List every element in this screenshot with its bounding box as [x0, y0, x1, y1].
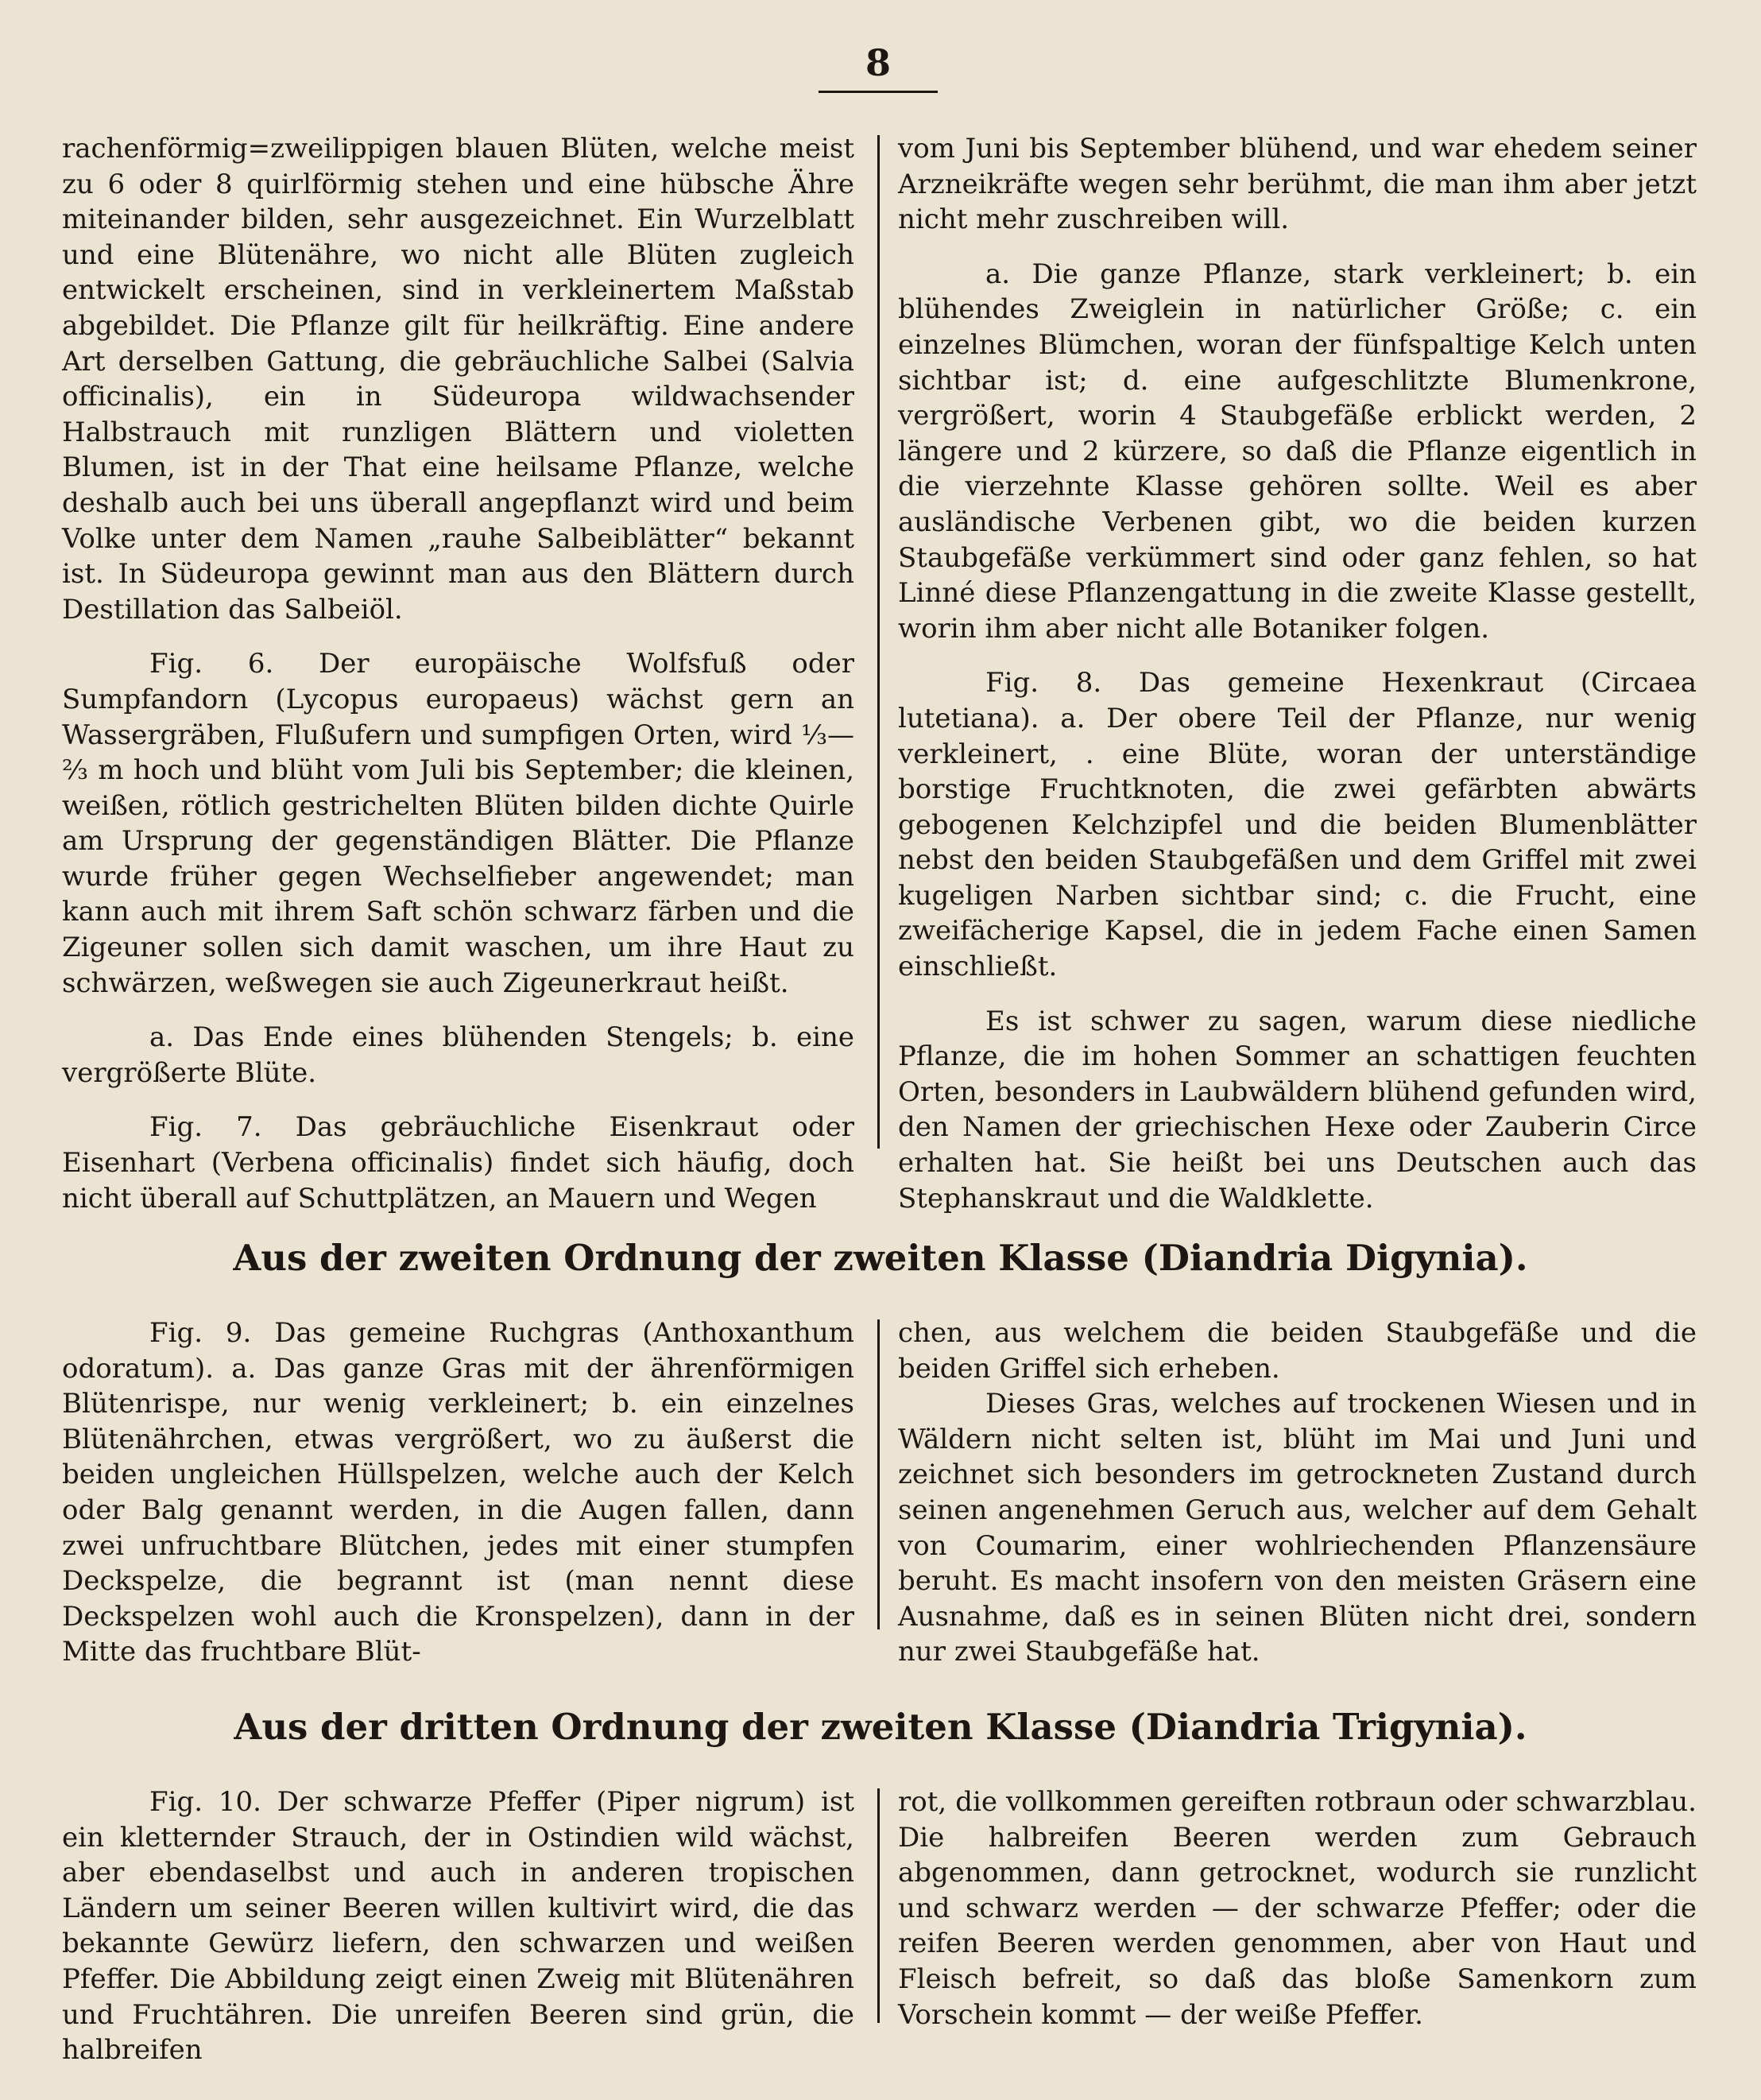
paragraph-fig6: Fig. 6. Der europäische Wolfsfuß oder Sumpfandorn (Lycopus europaeus) wächst gern an Wassergräben, Flußufern und sumpfigen Orten, wird ⅓—⅔ m hoch und blüht vom Juli bis September; die kleinen, weißen, rötlich gestrichelten Blüten bilden dichte Quirle am Ursprung der gegenständigen Blätter. Die Pflanze wurde früher gegen Wechselfieber angewendet; man kann auch mit ihrem Saft schön schwarz färben und die Zigeuner sollen sich damit waschen, um ihre Haut zu schwärzen, weßwegen sie auch Zigeunerkraut heißt. — [62, 648, 854, 999]
column-divider — [877, 1319, 880, 1629]
paragraph-fig6-legend: a. Das Ende eines blühenden Stengels; b. eine vergrößerte Blüte. — [62, 1021, 854, 1089]
paragraph: chen, aus welchem die beiden Staubgefäße und die beiden Griffel sich erheben. — [898, 1317, 1697, 1385]
column-divider — [877, 1788, 880, 2023]
paragraph: vom Juni bis September blühend, und war ehedem seiner Arzneikräfte wegen sehr berühmt, die man ihm aber jetzt nicht mehr zuschreiben will. — [898, 133, 1697, 236]
paragraph: rot, die vollkommen gereiften rotbraun oder schwarzblau. Die halbreifen Beeren werden zum Gebrauch abgenommen, dann getrocknet, wodurch sie runzlicht und schwarz werden — der schwarze Pfeffer; oder die reifen Beeren werden genommen, aber von Haut und Fleisch befreit, so daß das bloße Samenkorn zum Vorschein kommt — der weiße Pfeffer. — [898, 1786, 1697, 2031]
paragraph: Dieses Gras, welches auf trockenen Wiesen und in Wäldern nicht selten ist, blüht im Mai und Juni und zeichnet sich besonders im getrockneten Zustand durch seinen angenehmen Geruch aus, welcher auf dem Gehalt von Coumarim, einer wohlriechenden Pflanzensäure beruht. Es macht insofern von den meisten Gräsern eine Ausnahme, daß es in seinen Blüten nicht drei, sondern nur zwei Staubgefäße hat. — [898, 1388, 1697, 1668]
section-heading-diandria-trigynia: Aus der dritten Ordnung der zweiten Klasse (Diandria Trigynia). — [234, 1706, 1527, 1748]
block2-left-column — [62, 1315, 854, 1670]
paragraph-fig10: Fig. 10. Der schwarze Pfeffer (Piper nigrum) ist ein kletternder Strauch, der in Ostindien wild wächst, aber ebendaselbst und auch in anderen tropischen Ländern um seiner Beeren willen kultivirt wird, die das bekannte Gewürz liefern, den schwarzen und weißen Pfeffer. Die Abbildung zeigt einen Zweig mit Blütenähren und Fruchtähren. Die unreifen Beeren sind grün, die halbreifen — [62, 1786, 854, 2067]
block3-right-column — [898, 1784, 1697, 2032]
block1-left-column — [62, 131, 854, 1216]
column-divider — [877, 135, 880, 1149]
paragraph-fig7-legend: a. Die ganze Pflanze, stark verkleinert; b. ein blühendes Zweiglein in natürlicher Größe; c. ein einzelnes Blümchen, woran der fünfspaltige Kelch unten sichtbar ist; d. eine aufgeschlitzte Blumenkrone, vergrößert, worin 4 Staubgefäße erblickt werden, 2 längere und 2 kürzere, so daß die Pflanze eigentlich in die vierzehnte Klasse gehören sollte. Weil es aber ausländische Verbenen gibt, wo die beiden kurzen Staubgefäße verkümmert sind oder ganz fehlen, so hat Linné diese Pflanzengattung in die zweite Klasse gestellt, worin ihm aber nicht alle Botaniker folgen. — [898, 258, 1697, 645]
block2-right-column — [898, 1315, 1697, 1670]
paragraph: rachenförmig=zweilippigen blauen Blüten, welche meist zu 6 oder 8 quirlförmig stehen und eine hübsche Ähre miteinander bilden, sehr ausgezeichnet. Ein Wurzelblatt und eine Blütenähre, wo nicht alle Blüten zugleich entwickelt erscheinen, sind in verkleinertem Maßstab abgebildet. Die Pflanze gilt für heilkräftig. Eine andere Art derselben Gattung, die gebräuchliche Salbei (Salvia officinalis), ein in Südeuropa wildwachsender Halbstrauch mit runzligen Blättern und violetten Blumen, ist in der That eine heilsame Pflanze, welche deshalb auch bei uns überall angepflanzt wird und beim Volke unter dem Namen „rauhe Salbeiblätter“ bekannt ist. In Südeuropa gewinnt man aus den Blättern durch Destillation das Salbeiöl. — [62, 133, 854, 626]
paragraph-fig8: Fig. 8. Das gemeine Hexenkraut (Circaea lutetiana). a. Der obere Teil der Pflanze, nur wenig verkleinert, . eine Blüte, woran der unterständige borstige Fruchtknoten, die zwei gefärbten abwärts gebogenen Kelchzipfel und die beiden Blumenblätter nebst den beiden Staubgefäßen und dem Griffel mit zwei kugeligen Narben sichtbar sind; c. die Frucht, eine zweifächerige Kapsel, die in jedem Fache einen Samen einschließt. — [898, 667, 1697, 983]
block3-left-column — [62, 1784, 854, 2068]
page-number-rule — [819, 91, 938, 93]
paragraph-fig9: Fig. 9. Das gemeine Ruchgras (Anthoxanthum odoratum). a. Das ganze Gras mit der ährenförmigen Blütenrispe, nur wenig verkleinert; b. ein einzelnes Blütenährchen, etwas vergrößert, wo zu äußerst die beiden ungleichen Hüllspelzen, welche auch der Kelch oder Balg genannt werden, in die Augen fallen, dann zwei unfruchtbare Blütchen, jedes mit einer stumpfen Deckspelze, die begrannt ist (man nennt diese Deckspelzen wohl auch die Kronspelzen), dann in der Mitte das fruchtbare Blüt- — [62, 1317, 854, 1668]
section-heading-diandria-digynia: Aus der zweiten Ordnung der zweiten Klasse (Diandria Digynia). — [233, 1237, 1528, 1279]
paragraph-fig7: Fig. 7. Das gebräuchliche Eisenkraut oder Eisenhart (Verbena officinalis) findet sich häufig, doch nicht überall auf Schuttplätzen, an Mauern und Wegen — [62, 1111, 854, 1215]
page-number: 8 — [865, 41, 891, 84]
paragraph: Es ist schwer zu sagen, warum diese niedliche Pflanze, die im hohen Sommer an schattigen feuchten Orten, besonders in Laubwäldern blühend gefunden wird, den Namen der griechischen Hexe oder Zauberin Circe erhalten hat. Sie heißt bei uns Deutschen auch das Stephanskraut und die Waldklette. — [898, 1005, 1697, 1215]
block1-right-column — [898, 131, 1697, 1216]
